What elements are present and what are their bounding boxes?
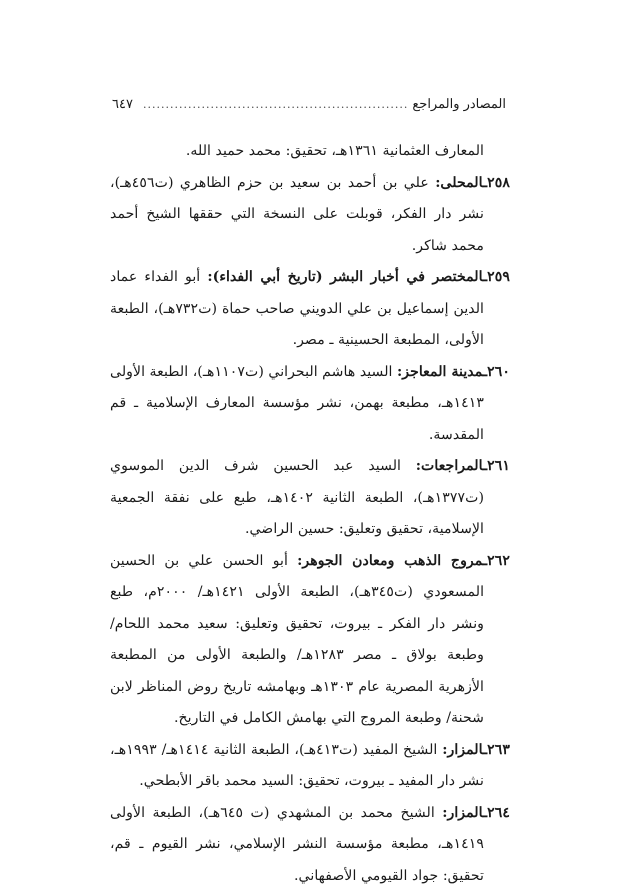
bibliography-list (110, 136, 510, 892)
entry-text: الشيخ المفيد (ت٤١٣هـ)، الطبعة الثانية ١٤١٤هـ/ ١٩٩٣هـ، نشر دار المفيد ـ بيروت، تحقيق: السيد محمد باقر الأبطحي. (110, 742, 484, 790)
bibliography-entry-continuation (110, 136, 510, 168)
entry-number: ٢٦١ـ (483, 458, 510, 474)
bibliography-entry-259 (110, 262, 510, 357)
entry-text: السيد عبد الحسين شرف الدين الموسوي (ت١٣٧٧هـ)، الطبعة الثانية ١٤٠٢هـ، طبع على نفقة الجمعية الإسلامية، تحقيق وتعليق: حسين الراضي. (110, 458, 484, 537)
entry-heading: المراجعات: (416, 458, 483, 474)
bibliography-entry-262 (110, 546, 510, 735)
entry-text: أبو الحسن علي بن الحسين المسعودي (ت٣٤٥هـ)، الطبعة الأولى ١٤٢١هـ/ ٢٠٠٠م، طبع ونشر دار الفكر ـ بيروت، تحقيق وتعليق: سعيد محمد اللحام/ وطبعة بولاق ـ مصر ١٢٨٣هـ/ والطبعة الأولى من المطبعة الأزهرية المصرية عام ١٣٠٣هـ وبهامشه تاريخ روض المناظر لابن شحنة/ وطبعة المروج التي بهامش الكامل في التاريخ. (110, 553, 484, 727)
entry-text: الشيخ محمد بن المشهدي (ت ٦٤٥هـ)، الطبعة الأولى ١٤١٩هـ، مطبعة مؤسسة النشر الإسلامي، نشر القيوم ـ قم، تحقيق: جواد القيومي الأصفهاني. (110, 805, 484, 884)
header-title: المصادر والمراجع (412, 97, 506, 112)
entry-number: ٢٦٢ـ (483, 553, 510, 569)
entry-number: ٢٥٨ـ (483, 175, 510, 191)
bibliography-entry-260 (110, 357, 510, 452)
entry-heading: مدينة المعاجز: (397, 364, 483, 380)
entry-text: أبو الفداء عماد الدين إسماعيل بن علي الدويني صاحب حماة (ت٧٣٢هـ)، الطبعة الأولى، المطبعة الحسينية ـ مصر. (110, 269, 484, 348)
entry-heading: المزار: (442, 742, 483, 758)
entry-number: ٢٦٣ـ (483, 742, 510, 758)
entry-text: علي بن أحمد بن سعيد بن حزم الظاهري (ت٤٥٦هـ)، نشر دار الفكر، قوبلت على النسخة التي حققها الشيخ أحمد محمد شاكر. (110, 175, 484, 254)
header-leader-dots: ........................................................... (137, 98, 408, 111)
page-number: ٦٤٧ (112, 97, 133, 112)
bibliography-entry-261 (110, 451, 510, 546)
entry-text: المعارف العثمانية ١٣٦١هـ، تحقيق: محمد حميد الله. (186, 143, 484, 159)
entry-heading: المزار: (442, 805, 483, 821)
entry-heading: المحلى: (435, 175, 483, 191)
bibliography-entry-264 (110, 798, 510, 892)
bibliography-entry-258 (110, 168, 510, 263)
entry-number: ٢٦٤ـ (483, 805, 510, 821)
entry-number: ٢٥٩ـ (483, 269, 510, 285)
running-header (112, 97, 506, 121)
entry-heading: مروج الذهب ومعادن الجوهر: (297, 553, 483, 569)
entry-text: السيد هاشم البحراني (ت١١٠٧هـ)، الطبعة الأولى ١٤١٣هـ، مطبعة بهمن، نشر مؤسسة المعارف الإسلامية ـ قم المقدسة. (110, 364, 484, 443)
bibliography-entry-263 (110, 735, 510, 798)
entry-heading: المختصر في أخبار البشر (تاريخ أبي الفداء): (207, 269, 483, 285)
entry-number: ٢٦٠ـ (483, 364, 510, 380)
